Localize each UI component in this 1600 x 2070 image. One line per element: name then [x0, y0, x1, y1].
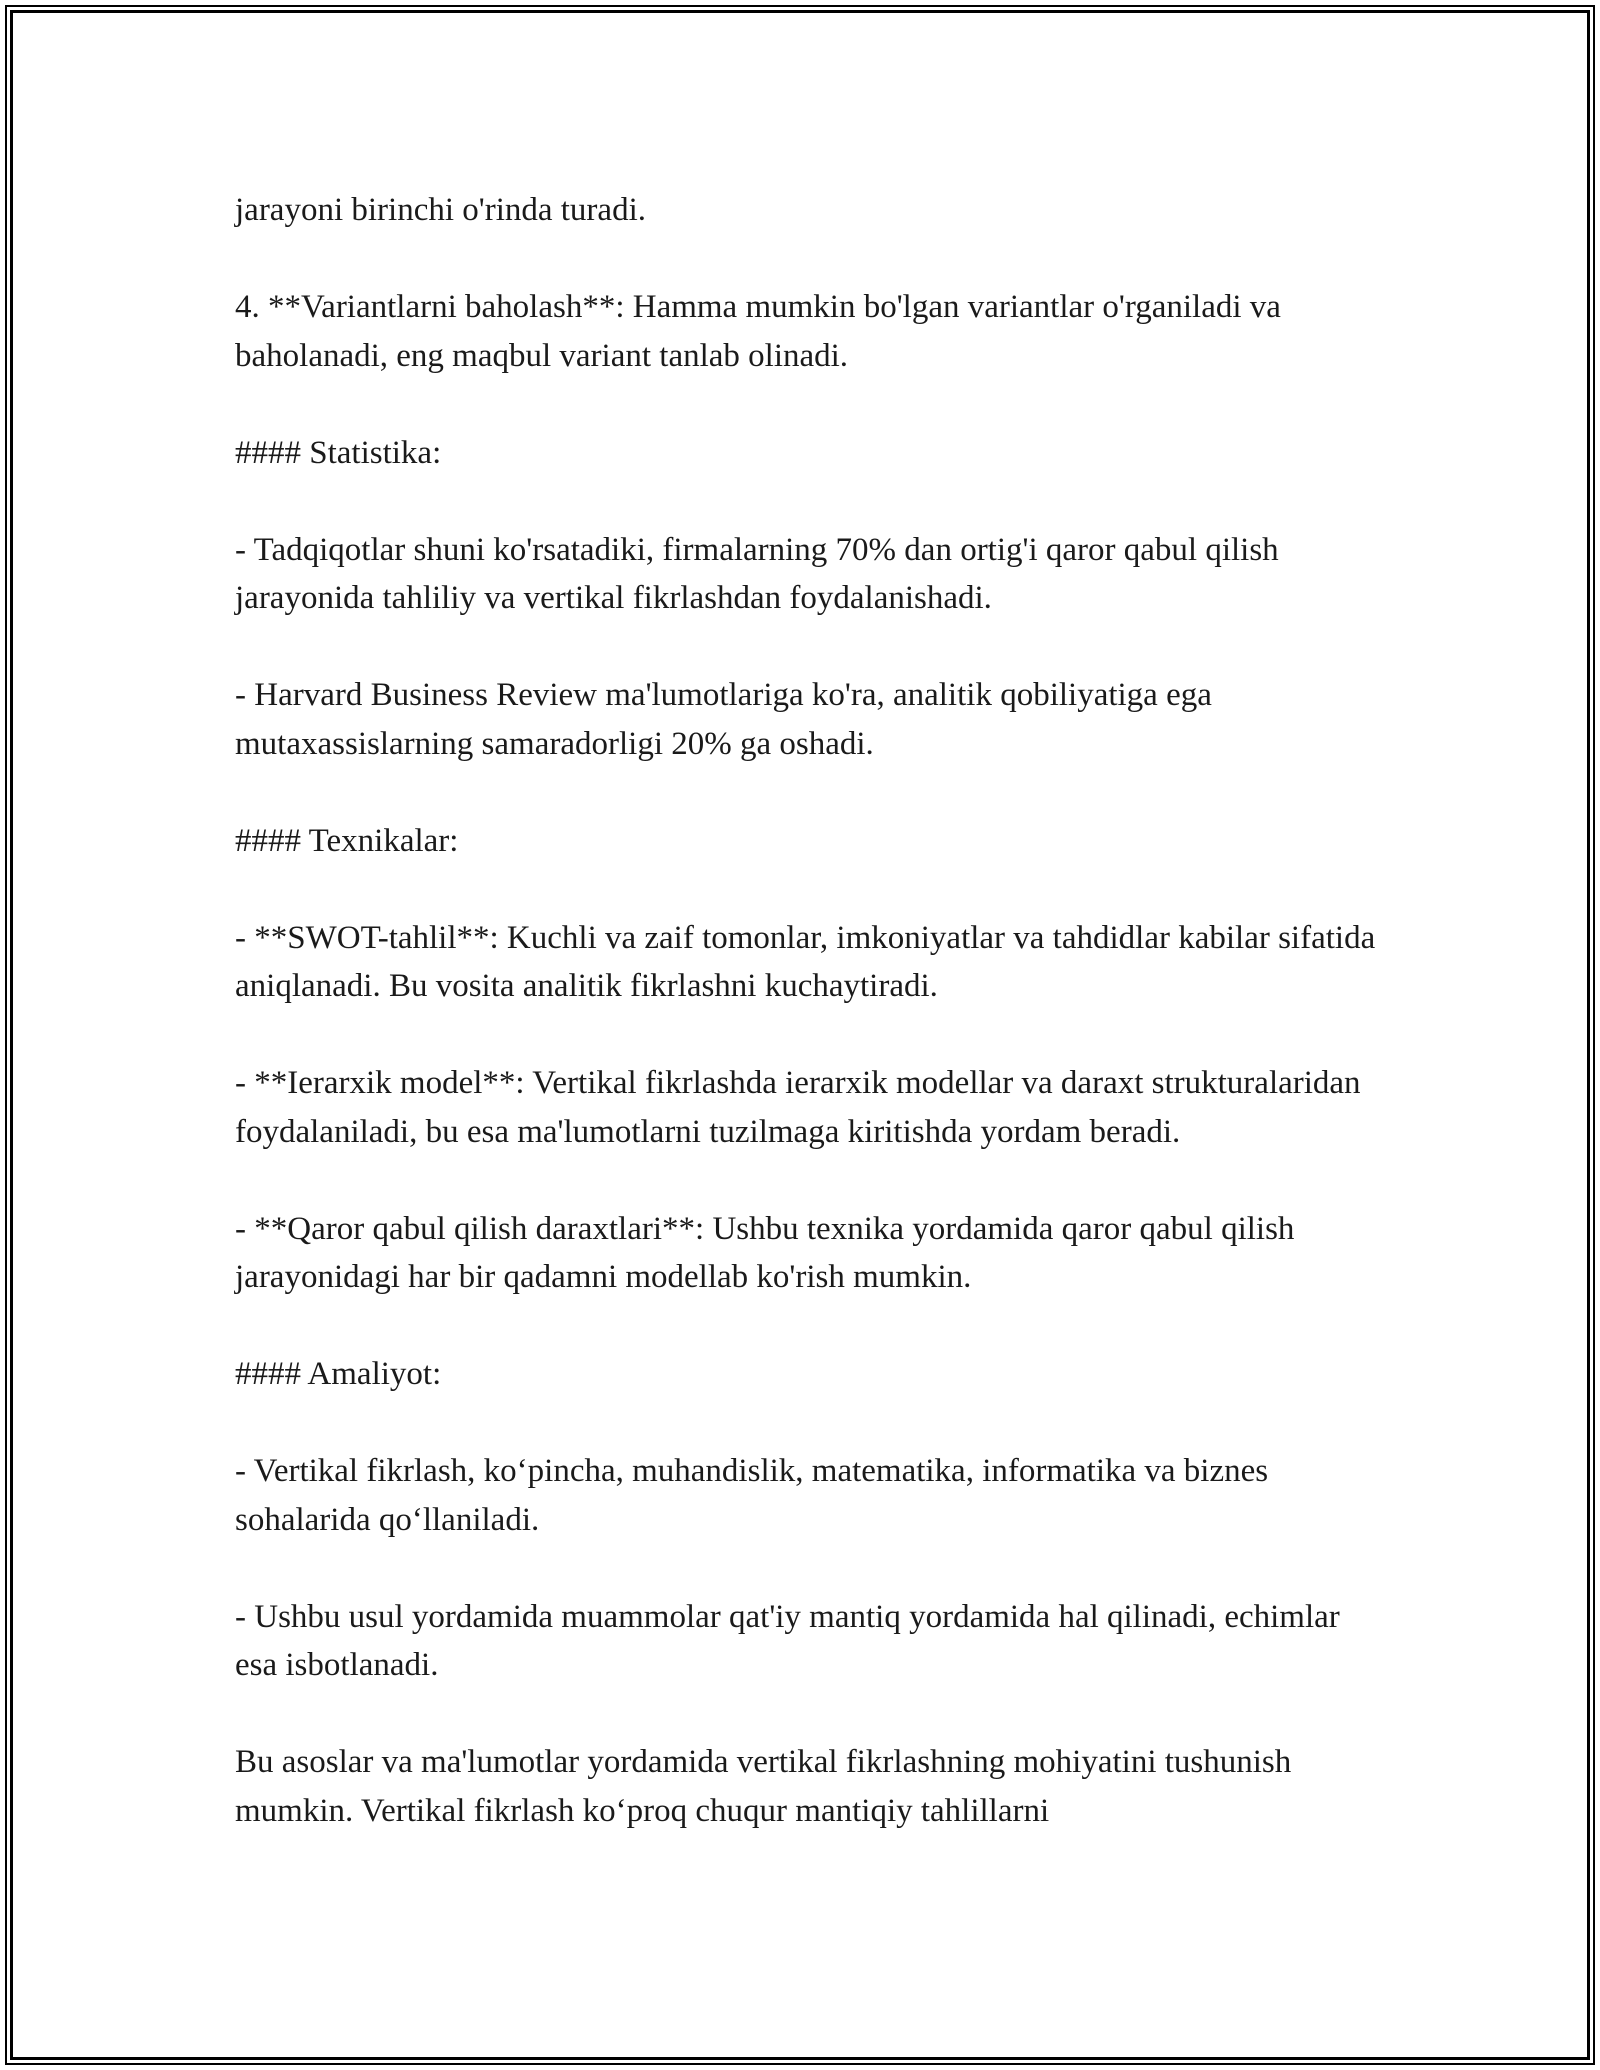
paragraph-qaror-daraxtlari: - **Qaror qabul qilish daraxtlari**: Ushbu texnika yordamida qaror qabul qilish jarayonidagi har bir qadamni modellab ko'rish mumkin. [235, 1210, 1295, 1295]
paragraph-ierarxik-model: - **Ierarxik model**: Vertikal fikrlashda ierarxik modellar va daraxt strukturalaridan foydalaniladi, bu esa ma'lumotlarni tuzilmaga kiritishda yordam beradi. [235, 1065, 1361, 1150]
paragraph-amaliyot-usul: - Ushbu usul yordamida muammolar qat'iy mantiq yordamida hal qilinadi, echimlar esa isbotlanadi. [235, 1598, 1340, 1683]
paragraph-variantlarni-baholash: 4. **Variantlarni baholash**: Hamma mumkin bo'lgan variantlar o'rganiladi va baholanadi, eng maqbul variant tanlab olinadi. [235, 289, 1281, 374]
paragraph-statistika-tadqiqotlar: - Tadqiqotlar shuni ko'rsatadiki, firmalarning 70% dan ortig'i qaror qabul qilish jarayonida tahliliy va vertikal fikrlashdan foydalanishadi. [235, 531, 1279, 616]
paragraph-amaliyot-sohalar: - Vertikal fikrlash, ko‘pincha, muhandislik, matematika, informatika va biznes sohalarida qo‘llaniladi. [235, 1453, 1269, 1538]
paragraph-continuation: jarayoni birinchi o'rinda turadi. [235, 192, 646, 228]
heading-statistika: #### Statistika: [235, 434, 442, 471]
paragraph-conclusion: Bu asoslar va ma'lumotlar yordamida vertikal fikrlashning mohiyatini tushunish mumkin. Vertikal fikrlash ko‘proq chuqur mantiqiy tahlillarni [235, 1744, 1292, 1829]
heading-amaliyot: #### Amaliyot: [235, 1356, 442, 1392]
document-body [235, 186, 1385, 1835]
heading-texnikalar: #### Texnikalar: [235, 822, 459, 859]
paragraph-swot-tahlil: - **SWOT-tahlil**: Kuchli va zaif tomonlar, imkoniyatlar va tahdidlar kabilar sifatida aniqlanadi. Bu vosita analitik fikrlashni kuchaytiradi. [235, 919, 1376, 1004]
paragraph-statistika-harvard: - Harvard Business Review ma'lumotlariga ko'ra, analitik qobiliyatiga ega mutaxassislarning samaradorligi 20% ga oshadi. [235, 677, 1212, 762]
